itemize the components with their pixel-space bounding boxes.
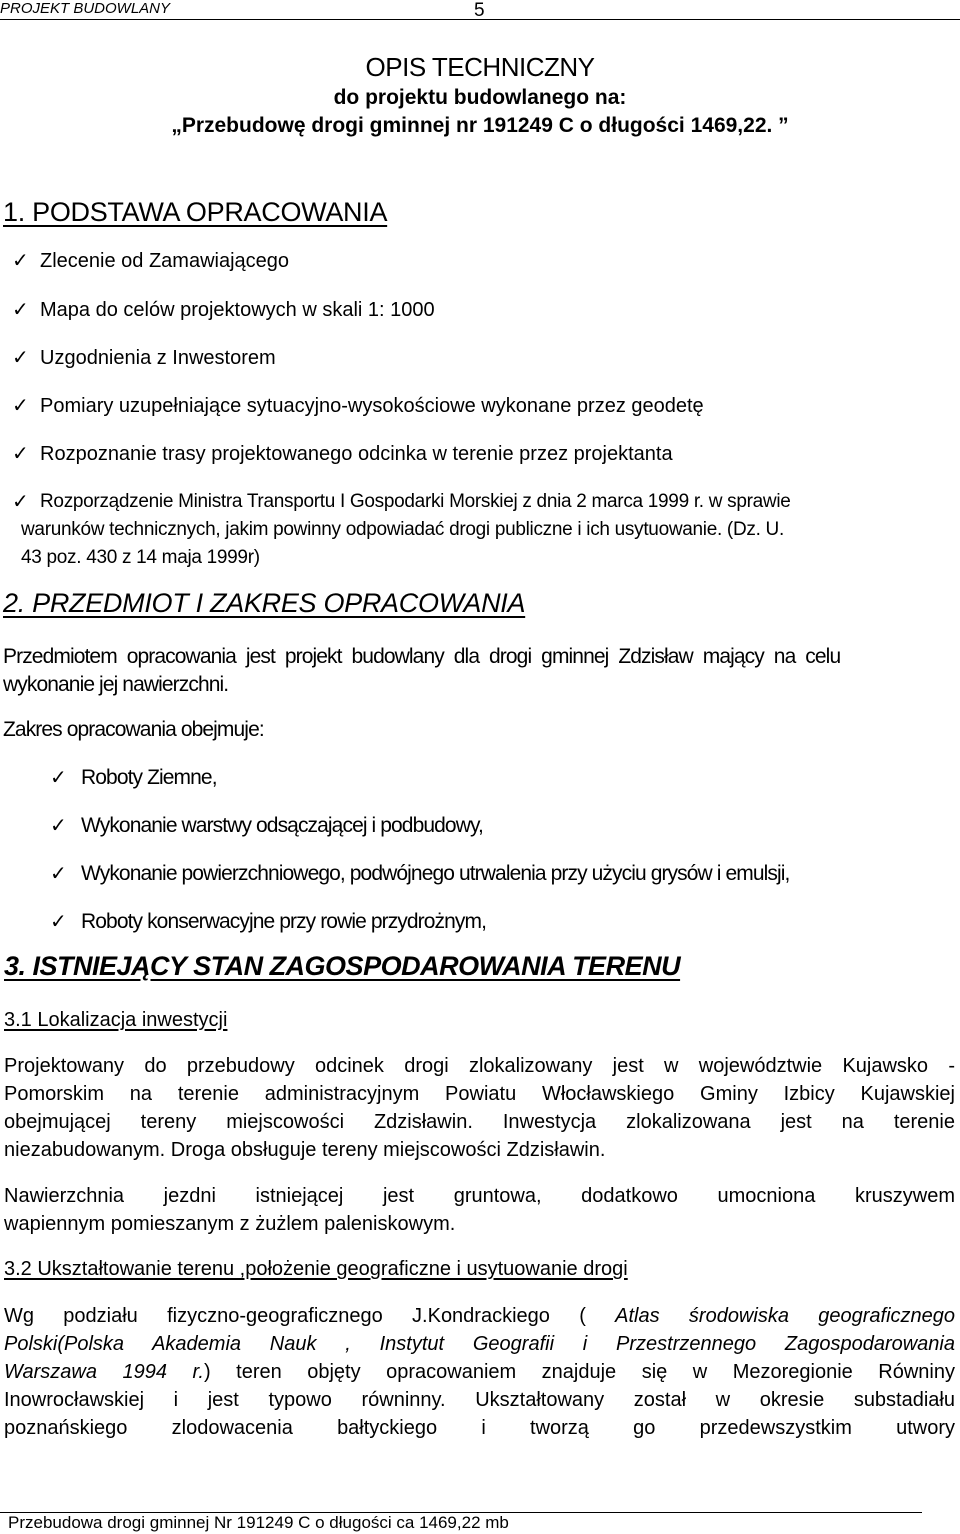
list-item: Mapa do celów projektowych w skali 1: 1000 <box>40 299 435 321</box>
running-footer: Przebudowa drogi gminnej Nr 191249 C o długości ca 1469,22 mb <box>8 1513 509 1532</box>
list-item: Uzgodnienia z Inwestorem <box>40 347 276 369</box>
paragraph-line: Przedmiotem opracowania jest projekt budowlany dla drogi gminnej Zdzisław mający na celu <box>3 645 841 668</box>
checkmark-icon: ✓ <box>12 299 29 321</box>
paragraph-surface <box>4 1182 955 1238</box>
paragraph-line: Nawierzchnia jezdni istniejącej jest gruntowa, dodatkowo umocniona kruszywem <box>4 1185 955 1207</box>
list-item: Zlecenie od Zamawiającego <box>40 250 290 272</box>
doc-subtitle: do projektu budowlanego na: <box>333 86 627 109</box>
checkmark-icon: ✓ <box>12 347 29 369</box>
section-1-heading: 1. PODSTAWA OPRACOWANIA <box>3 197 388 227</box>
project-name: „Przebudowę drogi gminnej nr 191249 C o długości 1469,22. ” <box>171 114 789 137</box>
paragraph-line: Polski(Polska Akademia Nauk , Instytut Geografii i Przestrzennego Zagospodarowania <box>4 1333 955 1355</box>
text-run: ) teren objęty opracowaniem znajduje się w Mezoregionie Równiny <box>203 1361 955 1383</box>
subsection-3-2-heading: 3.2 Ukształtowanie terenu ,położenie geograficzne i usytuowanie drogi <box>4 1258 628 1280</box>
paragraph-location <box>4 1052 955 1164</box>
checkmark-icon: ✓ <box>50 863 67 885</box>
paragraph-line: obejmującej tereny miejscowości Zdzisławin. Inwestycja zlokalizowana jest na terenie <box>4 1111 955 1133</box>
paragraph-geography <box>4 1302 955 1442</box>
list-item-continuation: warunków technicznych, jakim powinny odpowiadać drogi publiczne i ich usytuowanie. (Dz. U. <box>21 519 784 540</box>
scope-item: Roboty konserwacyjne przy rowie przydrożnym, <box>81 910 487 933</box>
paragraph-line: wykonanie jej nawierzchni. <box>3 673 229 696</box>
checkmark-icon: ✓ <box>50 767 67 789</box>
checkmark-icon: ✓ <box>12 491 29 513</box>
subsection-3-1-heading: 3.1 Lokalizacja inwestycji <box>4 1009 228 1031</box>
checkmark-icon: ✓ <box>12 250 29 272</box>
checkmark-icon: ✓ <box>12 443 29 465</box>
checkmark-icon: ✓ <box>50 911 67 933</box>
list-item-continuation: 43 poz. 430 z 14 maja 1999r) <box>21 547 260 568</box>
checkmark-icon: ✓ <box>50 815 67 837</box>
paragraph-line: wapiennym pomieszanym z żużlem paleniskowym. <box>4 1213 456 1235</box>
section-2-heading: 2. PRZEDMIOT I ZAKRES OPRACOWANIA <box>3 588 526 618</box>
paragraph-line: Pomorskim na terenie administracyjnym Powiatu Włocławskiego Gminy Izbicy Kujawskiej <box>4 1083 955 1105</box>
paragraph-line: Projektowany do przebudowy odcinek drogi zlokalizowany jest w województwie Kujawsko - <box>4 1055 955 1077</box>
header-rule <box>0 19 960 20</box>
scope-item: Roboty Ziemne, <box>81 766 217 789</box>
scope-item: Wykonanie powierzchniowego, podwójnego utrwalenia przy użyciu grysów i emulsji, <box>81 862 790 885</box>
scope-label: Zakres opracowania obejmuje: <box>3 718 264 741</box>
citation-italic: Warszawa 1994 r. <box>4 1361 204 1383</box>
list-item: Pomiary uzupełniające sytuacyjno-wysokościowe wykonane przez geodetę <box>40 395 704 417</box>
section-3-heading: 3. ISTNIEJĄCY STAN ZAGOSPODAROWANIA TERENU <box>4 951 681 981</box>
list-item: Rozpoznanie trasy projektowanego odcinka w terenie przez projektanta <box>40 443 673 465</box>
text-run: Wg podziału fizyczno-geograficznego J.Kondrackiego ( <box>4 1305 616 1327</box>
paragraph-line: niezabudowanym. Droga obsługuje tereny miejscowości Zdzisławin. <box>4 1139 606 1161</box>
page-number: 5 <box>474 0 485 21</box>
citation-italic: Atlas środowiska geograficznego <box>615 1305 956 1327</box>
list-item: Rozporządzenie Ministra Transportu I Gospodarki Morskiej z dnia 2 marca 1999 r. w sprawie <box>40 491 791 512</box>
checkmark-icon: ✓ <box>12 395 29 417</box>
doc-title: OPIS TECHNICZNY <box>365 52 595 82</box>
paragraph-line: poznańskiego zlodowacenia bałtyckiego i tworzą go przedewszystkim utwory <box>4 1417 955 1439</box>
paragraph-line: Inowrocławskiej i jest typowo równinny. Ukształtowany został w okresie substadiału <box>4 1389 955 1411</box>
paragraph-line <box>4 1302 955 1330</box>
running-header: PROJEKT BUDOWLANY <box>0 0 171 17</box>
paragraph-line <box>4 1358 955 1386</box>
scope-item: Wykonanie warstwy odsączającej i podbudowy, <box>81 814 483 837</box>
